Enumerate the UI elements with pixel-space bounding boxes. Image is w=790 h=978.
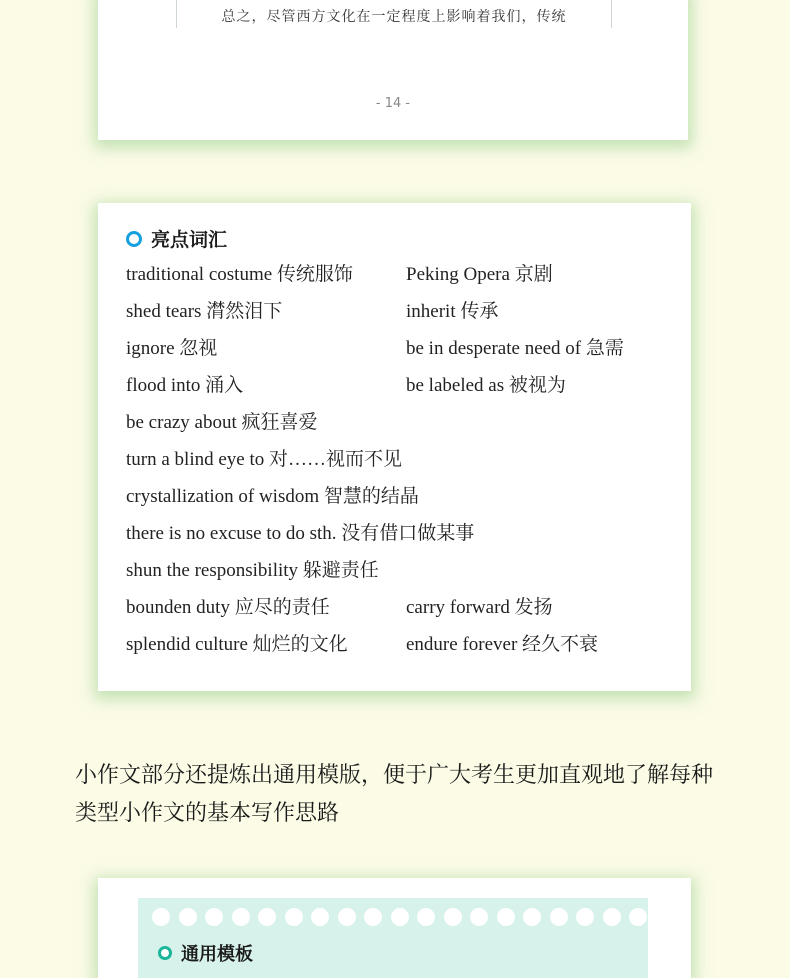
vocab-card xyxy=(98,203,691,691)
binder-hole xyxy=(576,908,594,926)
vocab-entry: be crazy about 疯狂喜爱 xyxy=(126,412,318,433)
vocab-entry: shun the responsibility 躲避责任 xyxy=(126,560,379,581)
vocab-entry: endure forever 经久不衰 xyxy=(406,634,599,655)
vocab-entry: splendid culture 灿烂的文化 xyxy=(126,634,348,655)
vocab-entry: traditional costume 传统服饰 xyxy=(126,264,353,285)
binder-hole xyxy=(232,908,250,926)
binder-hole xyxy=(603,908,621,926)
vocab-entry: carry forward 发扬 xyxy=(406,597,553,618)
vocab-entry: shed tears 潸然泪下 xyxy=(126,301,283,322)
binder-hole xyxy=(550,908,568,926)
vocab-entry: ignore 忽视 xyxy=(126,338,218,359)
vocab-entry: turn a blind eye to 对……视而不见 xyxy=(126,449,402,470)
template-heading xyxy=(158,940,253,966)
intro-paragraph: 小作文部分还提炼出通用模版，便于广大考生更加直观地了解每种类型小作文的基本写作思路 xyxy=(75,763,714,826)
template-card xyxy=(98,878,691,978)
binder-hole xyxy=(258,908,276,926)
page-number: - 14 - xyxy=(375,96,411,111)
binder-hole xyxy=(470,908,488,926)
binder-hole xyxy=(179,908,197,926)
bullet-circle-icon xyxy=(126,231,142,247)
vocab-entry: be in desperate need of 急需 xyxy=(406,338,624,359)
binder-hole xyxy=(497,908,515,926)
vocab-heading-text: 亮点词汇 xyxy=(151,229,228,251)
binder-hole xyxy=(205,908,223,926)
binder-hole xyxy=(152,908,170,926)
vocab-entry: bounden duty 应尽的责任 xyxy=(126,597,330,618)
binder-hole xyxy=(391,908,409,926)
bullet-circle-icon xyxy=(158,946,172,960)
template-heading-text: 通用模板 xyxy=(181,944,253,965)
binder-holes xyxy=(152,908,656,926)
binder-hole xyxy=(364,908,382,926)
vocab-entry: be labeled as 被视为 xyxy=(406,375,566,396)
binder-hole xyxy=(285,908,303,926)
text-box xyxy=(176,0,612,28)
vocab-heading xyxy=(126,225,227,252)
binder-hole xyxy=(629,908,647,926)
vocab-entry: flood into 涌入 xyxy=(126,375,244,396)
vocab-entry: crystallization of wisdom 智慧的结晶 xyxy=(126,486,419,507)
vocab-entry: inherit 传承 xyxy=(406,301,499,322)
vocab-entry: there is no excuse to do sth. 没有借口做某事 xyxy=(126,523,475,544)
binder-hole xyxy=(523,908,541,926)
binder-hole xyxy=(338,908,356,926)
binder-hole xyxy=(417,908,435,926)
binder-hole xyxy=(444,908,462,926)
binder-hole xyxy=(311,908,329,926)
vocab-entry: Peking Opera 京剧 xyxy=(406,264,553,285)
body-text-line: 总之，尽管西方文化在一定程度上影响着我们，传统 xyxy=(221,9,567,25)
previous-page-card xyxy=(98,0,688,140)
